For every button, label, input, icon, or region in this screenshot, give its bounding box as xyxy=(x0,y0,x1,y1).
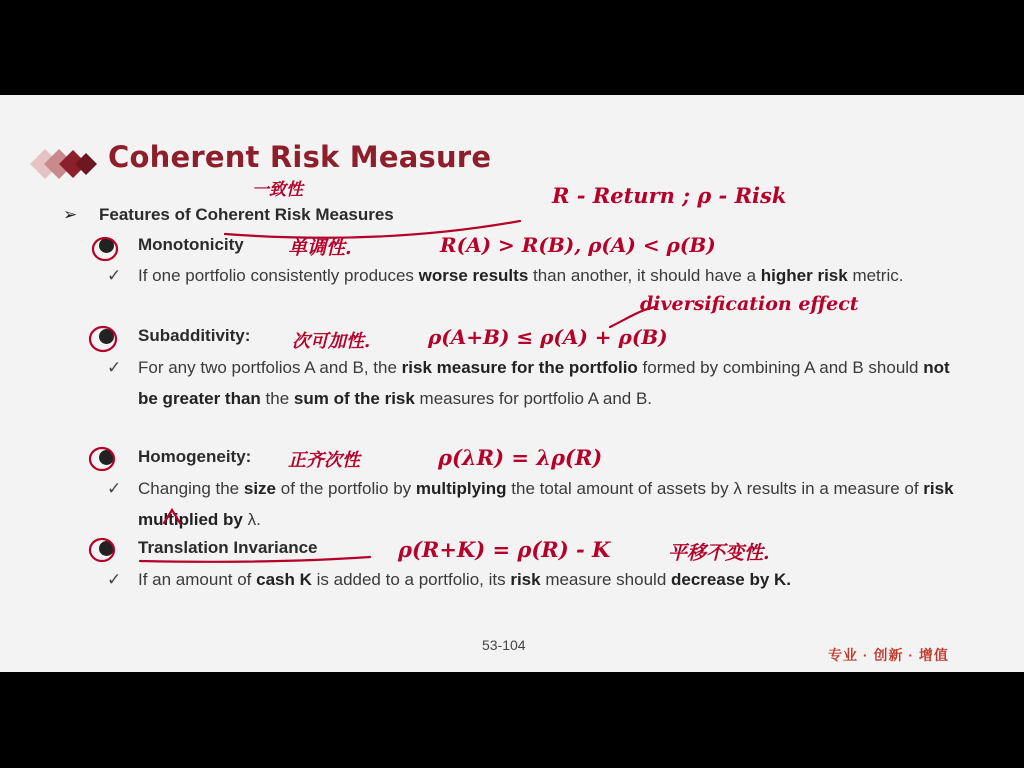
circle-mark xyxy=(90,448,114,470)
ink-subadditivity-formula: ρ(A+B) ≤ ρ(A) + ρ(B) xyxy=(428,325,668,349)
feature-name: Monotonicity xyxy=(138,235,244,254)
feature-name: Subadditivity: xyxy=(138,326,251,345)
ink-strokes xyxy=(0,95,1024,672)
circle-mark xyxy=(90,539,114,561)
description-text: If one portfolio consistently produces worse results than another, it should have a higher risk metric. xyxy=(138,266,904,285)
circle-mark xyxy=(90,327,116,351)
brand-slogan: 专业 · 创新 · 增值 xyxy=(828,647,949,663)
circle-mark xyxy=(93,238,117,260)
ink-diversification-note: diversification effect xyxy=(640,293,859,315)
check-icon: ✓ xyxy=(107,479,122,498)
underline-stroke xyxy=(140,557,370,562)
ink-translation-note: 平移不变性. xyxy=(668,542,770,564)
ink-coherent-note: 一致性 xyxy=(252,180,303,200)
description-text: For any two portfolios A and B, the risk measure for the portfolio formed by combining A and B should not be greater than the sum of the risk measures for portfolio A and B. xyxy=(138,358,950,408)
ink-monotonicity-formula: R(A) > R(B), ρ(A) < ρ(B) xyxy=(440,233,716,257)
description-text: Changing the size of the portfolio by multiplying the total amount of assets by λ results in a measure of risk multiplied by λ. xyxy=(138,479,954,529)
ink-subadditivity-note: 次可加性. xyxy=(292,331,371,352)
feature-name: Translation Invariance xyxy=(138,538,318,557)
slide-title: Coherent Risk Measure xyxy=(108,140,492,174)
feature-name: Homogeneity: xyxy=(138,447,252,466)
arrow-bullet-icon: ➢ xyxy=(63,205,78,224)
lambda-mark xyxy=(164,510,180,523)
slide xyxy=(0,95,1024,672)
page-number: 53-104 xyxy=(482,637,526,653)
description-text: If an amount of cash K is added to a portfolio, its risk measure should decrease by K. xyxy=(138,570,792,589)
check-icon: ✓ xyxy=(107,266,122,285)
ink-translation-formula: ρ(R+K) = ρ(R) - K xyxy=(398,537,611,562)
check-icon: ✓ xyxy=(107,358,122,377)
check-icon: ✓ xyxy=(107,570,122,589)
ink-monotonicity-note: 单调性. xyxy=(288,237,352,259)
section-heading-text: Features of Coherent Risk Measures xyxy=(99,205,394,224)
ink-homogeneity-formula: ρ(λR) = λρ(R) xyxy=(438,445,603,470)
ink-legend: R - Return ; ρ - Risk xyxy=(552,183,787,208)
ink-homogeneity-note: 正齐次性 xyxy=(288,450,360,471)
